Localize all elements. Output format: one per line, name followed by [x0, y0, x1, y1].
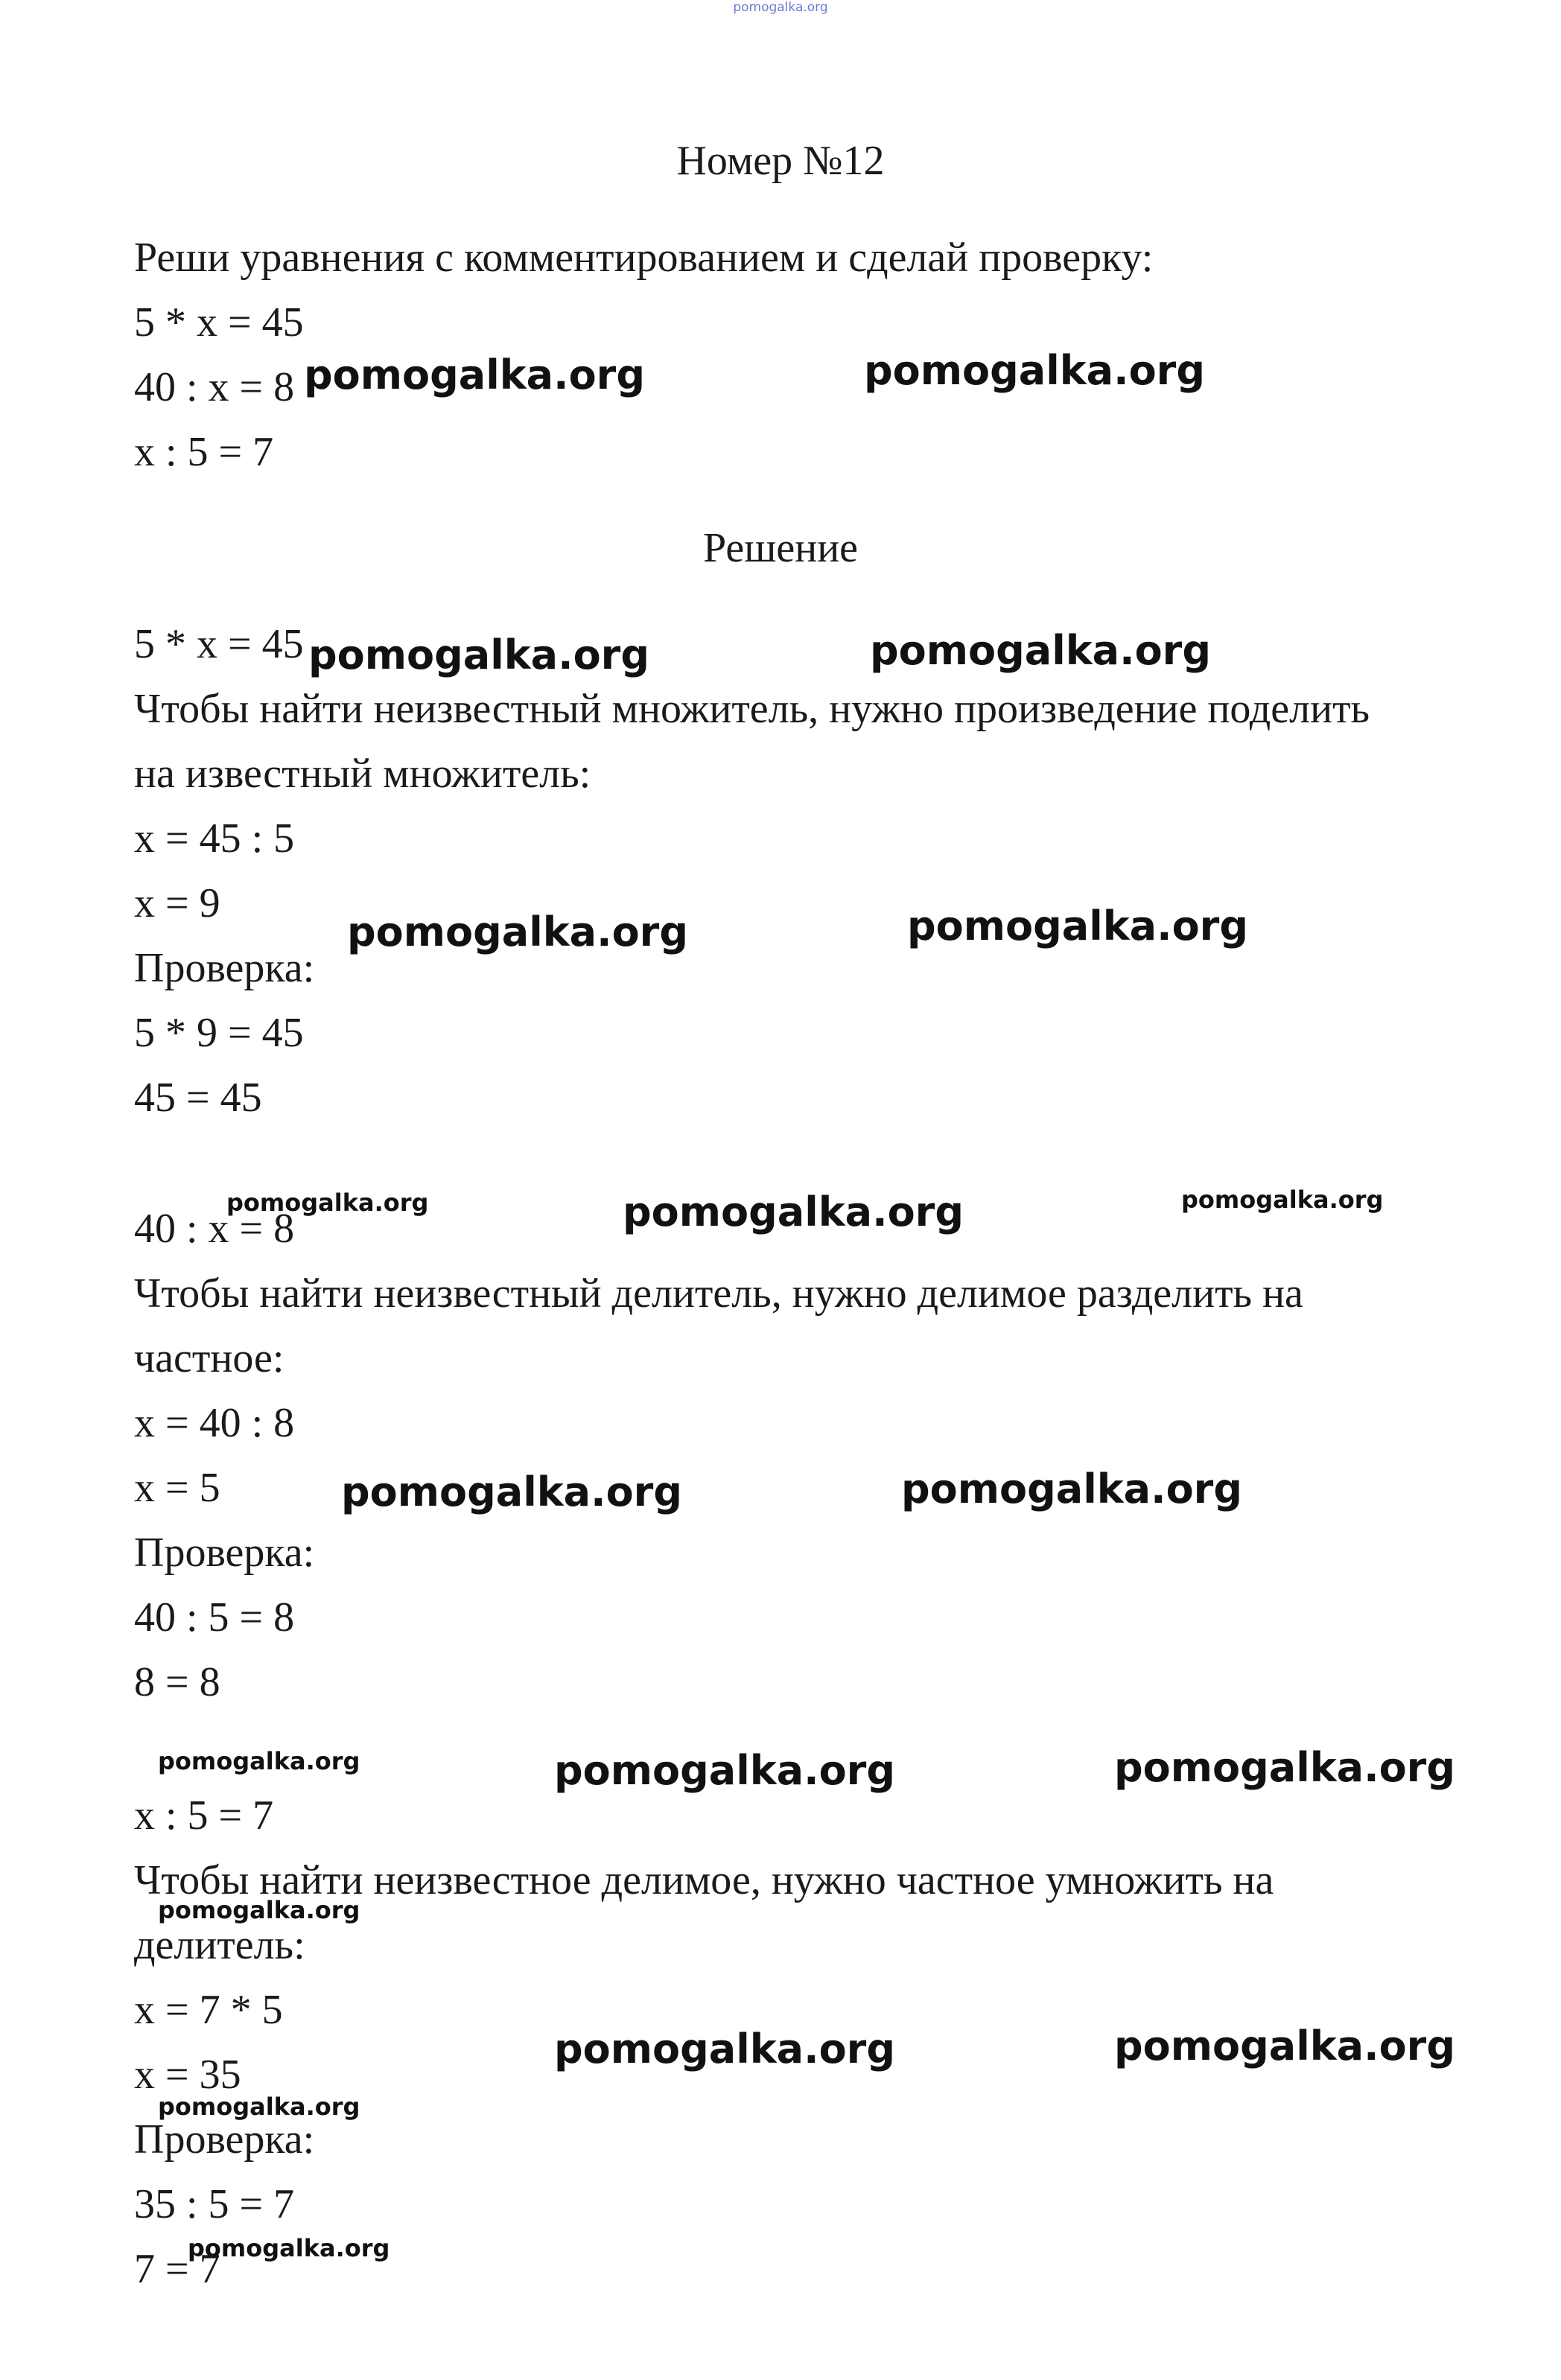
watermark: pomogalka.org: [226, 1189, 429, 1217]
watermark: pomogalka.org: [864, 347, 1205, 394]
task-equation-3: x : 5 = 7: [134, 429, 274, 475]
watermark: pomogalka.org: [1114, 2023, 1455, 2069]
watermark: pomogalka.org: [554, 2026, 895, 2072]
watermark: pomogalka.org: [158, 2093, 360, 2121]
solution-1-check-label: Проверка:: [134, 945, 315, 991]
solution-2-explanation-line-2: частное:: [134, 1335, 284, 1381]
watermark: pomogalka.org: [623, 1189, 964, 1235]
watermark: pomogalka.org: [554, 1747, 895, 1794]
solution-3-explanation-line-2: делитель:: [134, 1922, 305, 1968]
solution-3-explanation-line-1: Чтобы найти неизвестное делимое, нужно частное умножить на: [134, 1857, 1274, 1903]
solution-1-check-1: 5 * 9 = 45: [134, 1010, 304, 1056]
solution-3-step-1: x = 7 * 5: [134, 1987, 283, 2033]
solution-3-step-2: x = 35: [134, 2052, 241, 2098]
solution-2-equation: 40 : x = 8: [134, 1206, 295, 1252]
solution-1-check-2: 45 = 45: [134, 1075, 262, 1121]
task-prompt: Реши уравнения с комментированием и сделай проверку:: [134, 235, 1154, 281]
solution-2-step-1: x = 40 : 8: [134, 1400, 295, 1446]
header-watermark: pomogalka.org: [733, 0, 828, 15]
watermark: pomogalka.org: [308, 631, 649, 678]
solution-2-check-label: Проверка:: [134, 1530, 315, 1576]
watermark: pomogalka.org: [1181, 1186, 1384, 1214]
task-equation-2: 40 : x = 8: [134, 364, 295, 410]
solution-heading: Решение: [702, 525, 859, 571]
solution-3-check-2: 7 = 7: [134, 2246, 220, 2292]
solution-1-step-2: x = 9: [134, 880, 220, 926]
watermark: pomogalka.org: [907, 903, 1248, 949]
solution-2-step-2: x = 5: [134, 1465, 220, 1511]
solution-1-equation: 5 * x = 45: [134, 621, 304, 667]
solution-2-check-2: 8 = 8: [134, 1659, 220, 1705]
page-title: Номер №12: [676, 138, 885, 184]
watermark: pomogalka.org: [158, 1896, 360, 1924]
task-equation-1: 5 * x = 45: [134, 299, 304, 346]
watermark: pomogalka.org: [347, 909, 688, 955]
watermark: pomogalka.org: [341, 1469, 682, 1515]
solution-3-check-1: 35 : 5 = 7: [134, 2181, 295, 2227]
watermark: pomogalka.org: [901, 1466, 1242, 1512]
solution-1-explanation-line-2: на известный множитель:: [134, 751, 591, 797]
solution-1-explanation-line-1: Чтобы найти неизвестный множитель, нужно произведение поделить: [134, 686, 1370, 732]
solution-3-equation: x : 5 = 7: [134, 1792, 274, 1839]
watermark: pomogalka.org: [1114, 1744, 1455, 1791]
watermark: pomogalka.org: [158, 1747, 360, 1775]
watermark: pomogalka.org: [870, 627, 1211, 674]
watermark: pomogalka.org: [188, 2234, 390, 2262]
solution-2-check-1: 40 : 5 = 8: [134, 1594, 295, 1641]
solution-3-check-label: Проверка:: [134, 2116, 315, 2163]
watermark: pomogalka.org: [304, 351, 645, 398]
solution-2-explanation-line-1: Чтобы найти неизвестный делитель, нужно делимое разделить на: [134, 1270, 1303, 1317]
solution-1-step-1: x = 45 : 5: [134, 815, 295, 862]
